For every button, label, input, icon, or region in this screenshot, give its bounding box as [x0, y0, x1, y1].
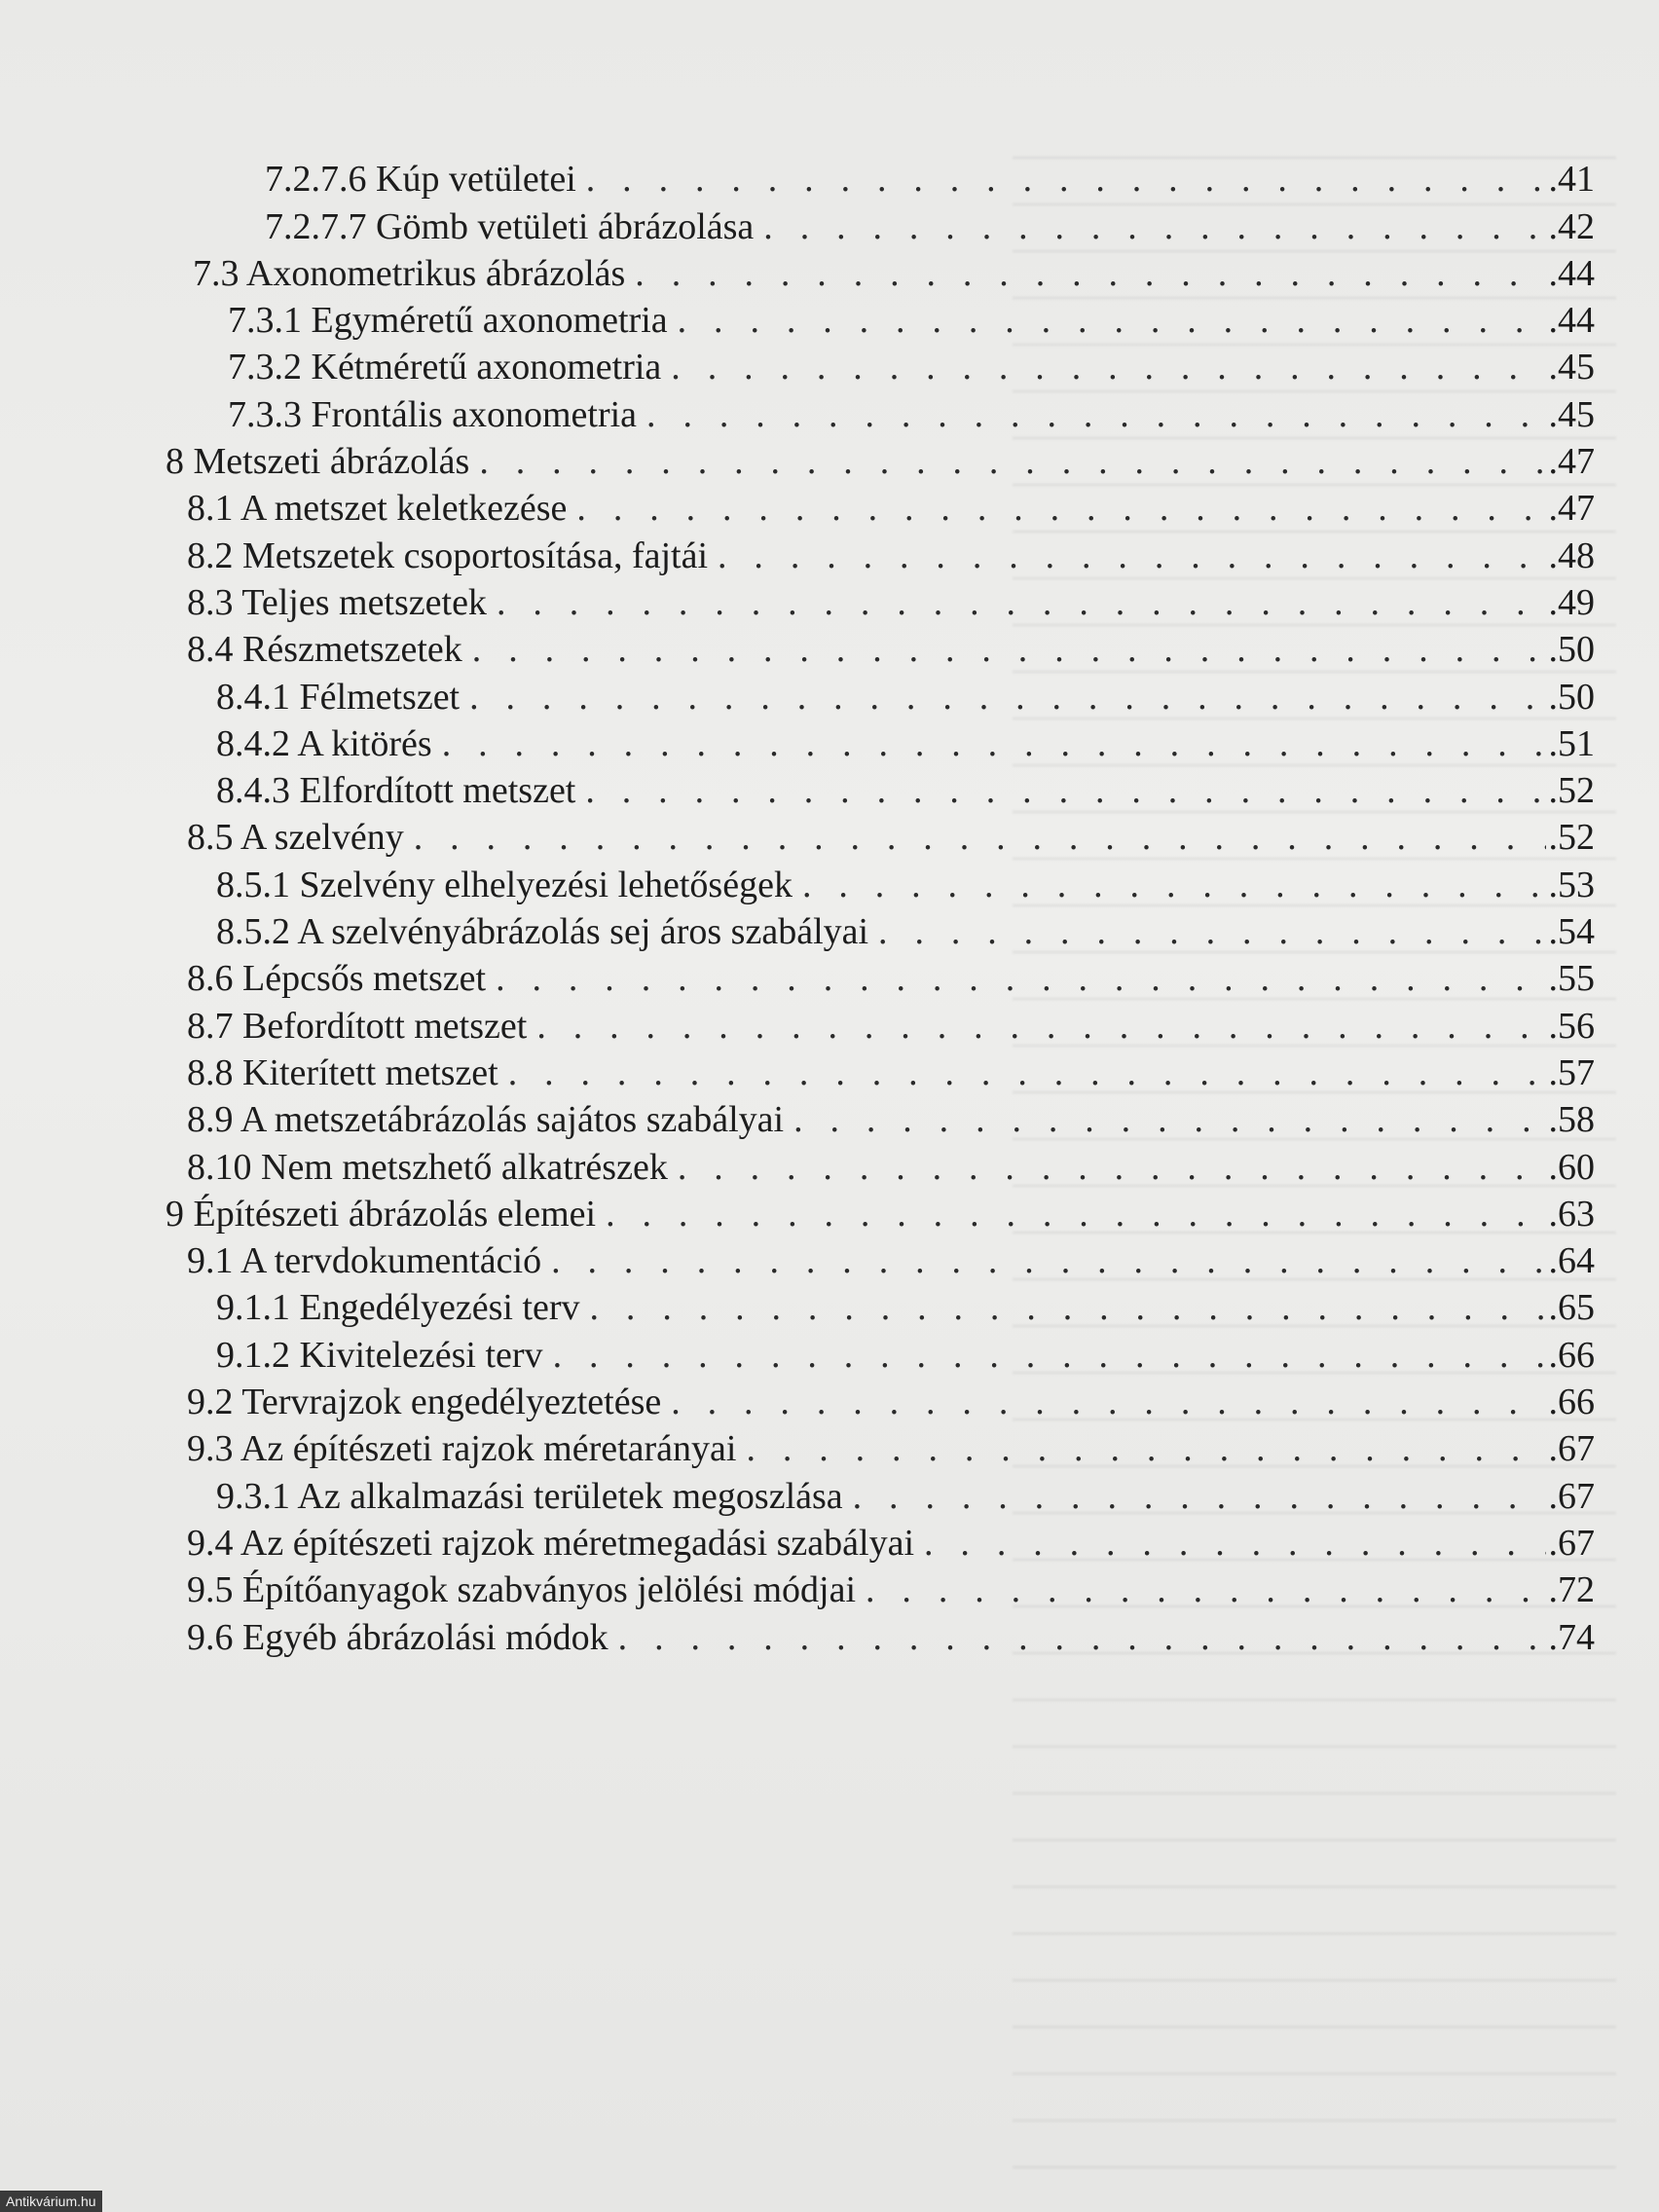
toc-entry-page-number: .51: [1548, 722, 1595, 764]
toc-entry: [216, 908, 1595, 955]
toc-row: [0, 532, 1659, 578]
toc-entry: [187, 1379, 1595, 1425]
toc-row: [0, 1472, 1659, 1519]
toc-entry-title: 8.4 Részmetszetek: [187, 629, 462, 671]
toc-entry-page-number: .50: [1548, 676, 1595, 718]
toc-row: [0, 1050, 1659, 1096]
toc-entry: [228, 390, 1595, 437]
toc-dot-leader: [671, 344, 1546, 390]
toc-entry: [193, 250, 1595, 297]
toc-entry-page-number: .45: [1548, 347, 1595, 388]
toc-dot-leader: [586, 156, 1546, 203]
toc-dot-leader: [585, 767, 1546, 814]
toc-entry-page-number: .53: [1548, 864, 1595, 905]
toc-row: [0, 767, 1659, 814]
toc-dot-leader: [442, 720, 1546, 767]
toc-entry-title: 8.10 Nem metszhető alkatrészek: [187, 1146, 668, 1188]
toc-entry-page-number: .67: [1548, 1475, 1595, 1517]
toc-entry-title: 7.3 Axonometrikus ábrázolás: [193, 252, 626, 294]
toc-entry-title: 8.7 Befordított metszet: [187, 1005, 528, 1047]
toc-entry-title: 8 Metszeti ábrázolás: [166, 441, 470, 483]
toc-dot-leader: [718, 533, 1546, 579]
toc-entry: [187, 1520, 1595, 1567]
toc-entry-page-number: .60: [1548, 1146, 1595, 1188]
toc-row: [0, 390, 1659, 437]
toc-row: [0, 720, 1659, 767]
toc-row: [0, 1425, 1659, 1472]
toc-dot-leader: [618, 1614, 1546, 1661]
toc-entry: [265, 156, 1595, 203]
toc-entry-title: 8.4.2 A kitörés: [216, 722, 432, 764]
toc-entry: [187, 955, 1595, 1002]
toc-entry: [187, 1237, 1595, 1284]
toc-entry-title: 7.2.7.7 Gömb vetületi ábrázolása: [265, 205, 755, 247]
toc-row: [0, 626, 1659, 673]
toc-entry: [187, 485, 1595, 532]
toc-entry-page-number: .47: [1548, 441, 1595, 483]
toc-row: [0, 250, 1659, 297]
toc-dot-leader: [878, 908, 1546, 955]
toc-entry: [228, 297, 1595, 344]
toc-row: [0, 297, 1659, 344]
toc-entry-title: 8.9 A metszetábrázolás sajátos szabályai: [187, 1099, 785, 1141]
toc-dot-leader: [678, 1144, 1546, 1191]
toc-row: [0, 203, 1659, 249]
toc-dot-leader: [746, 1425, 1546, 1472]
toc-entry-page-number: .41: [1548, 159, 1595, 201]
toc-entry-page-number: .57: [1548, 1051, 1595, 1093]
toc-row: [0, 344, 1659, 390]
toc-entry: [166, 438, 1595, 485]
toc-dot-leader: [551, 1237, 1546, 1284]
toc-entry-page-number: .52: [1548, 817, 1595, 859]
toc-entry: [216, 767, 1595, 814]
toc-entry-page-number: .72: [1548, 1569, 1595, 1611]
toc-row: [0, 1331, 1659, 1378]
toc-dot-leader: [590, 1284, 1546, 1331]
toc-entry: [187, 626, 1595, 673]
toc-dot-leader: [635, 250, 1546, 297]
toc-entry: [216, 720, 1595, 767]
toc-entry-title: 8.4.3 Elfordított metszet: [216, 770, 576, 812]
toc-entry: [216, 861, 1595, 907]
toc-entry: [187, 1096, 1595, 1143]
toc-entry-page-number: .44: [1548, 300, 1595, 342]
toc-entry: [216, 1472, 1595, 1519]
toc-entry: [187, 814, 1595, 861]
toc-entry-title: 8.4.1 Félmetszet: [216, 676, 461, 718]
toc-row: [0, 1002, 1659, 1049]
toc-entry-page-number: .66: [1548, 1334, 1595, 1376]
toc-dot-leader: [793, 1096, 1546, 1143]
toc-entry-title: 7.3.1 Egyméretű axonometria: [228, 300, 668, 342]
toc-dot-leader: [678, 297, 1546, 344]
toc-row: [0, 1237, 1659, 1284]
toc-dot-leader: [414, 814, 1546, 861]
toc-row: [0, 438, 1659, 485]
toc-row: [0, 861, 1659, 907]
toc-entry-title: 7.3.2 Kétméretű axonometria: [228, 347, 662, 388]
toc-row: [0, 1379, 1659, 1425]
toc-entry-title: 9.1.1 Engedélyezési terv: [216, 1287, 580, 1329]
toc-row: [0, 485, 1659, 532]
toc-entry: [187, 579, 1595, 626]
toc-entry-title: 9.5 Építőanyagok szabványos jelölési módjai: [187, 1569, 857, 1611]
toc-entry-title: 9.4 Az építészeti rajzok méretmegadási szabályai: [187, 1522, 915, 1564]
toc-entry-page-number: .52: [1548, 770, 1595, 812]
toc-entry-page-number: .42: [1548, 205, 1595, 247]
toc-dot-leader: [866, 1567, 1546, 1613]
toc-entry: [265, 203, 1595, 249]
toc-entry-page-number: .63: [1548, 1193, 1595, 1235]
watermark-label: Antikvárium.hu: [0, 2191, 102, 2212]
toc-entry: [216, 1284, 1595, 1331]
toc-entry-title: 9.2 Tervrajzok engedélyeztetése: [187, 1382, 662, 1423]
toc-row: [0, 1284, 1659, 1331]
toc-entry: [228, 344, 1595, 390]
toc-entry: [187, 1002, 1595, 1049]
toc-entry-page-number: .45: [1548, 393, 1595, 435]
toc-entry: [187, 1143, 1595, 1190]
toc-row: [0, 1096, 1659, 1143]
toc-row: [0, 579, 1659, 626]
toc-row: [0, 1143, 1659, 1190]
toc-entry-page-number: .67: [1548, 1522, 1595, 1564]
toc-entry-page-number: .65: [1548, 1287, 1595, 1329]
toc-dot-leader: [671, 1379, 1546, 1425]
toc-entry-page-number: .47: [1548, 488, 1595, 530]
toc-dot-leader: [479, 438, 1546, 485]
toc-dot-leader: [508, 1050, 1546, 1096]
toc-entry: [187, 1050, 1595, 1096]
toc-dot-leader: [472, 626, 1546, 673]
toc-entry-title: 8.5.2 A szelvényábrázolás sej áros szabályai: [216, 911, 869, 953]
toc-entry: [216, 1331, 1595, 1378]
toc-entry-title: 9 Építészeti ábrázolás elemei: [166, 1193, 597, 1235]
toc-dot-leader: [802, 862, 1546, 908]
toc-entry-title: 8.3 Teljes metszetek: [187, 581, 487, 623]
toc-dot-leader: [553, 1332, 1546, 1379]
toc-dot-leader: [763, 203, 1546, 250]
toc-entry-title: 7.3.3 Frontális axonometria: [228, 393, 638, 435]
toc-entry-page-number: .66: [1548, 1382, 1595, 1423]
toc-entry-title: 8.5 A szelvény: [187, 817, 404, 859]
toc-dot-leader: [576, 485, 1546, 532]
toc-entry-title: 9.1.2 Kivitelezési terv: [216, 1334, 543, 1376]
toc-dot-leader: [924, 1520, 1546, 1567]
toc-entry-title: 8.5.1 Szelvény elhelyezési lehetőségek: [216, 864, 793, 905]
toc-entry-page-number: .64: [1548, 1240, 1595, 1282]
toc-row: [0, 814, 1659, 861]
toc-entry: [187, 1425, 1595, 1472]
toc-entry: [187, 1567, 1595, 1613]
toc-entry-title: 9.3 Az építészeti rajzok méretarányai: [187, 1428, 737, 1470]
toc-row: [0, 156, 1659, 203]
toc-row: [0, 1520, 1659, 1567]
toc-entry: [166, 1191, 1595, 1237]
toc-entry-page-number: .56: [1548, 1005, 1595, 1047]
toc-row: [0, 955, 1659, 1002]
toc-entry-page-number: .48: [1548, 535, 1595, 576]
toc-dot-leader: [497, 579, 1546, 626]
toc-entry-page-number: .54: [1548, 911, 1595, 953]
toc-dot-leader: [853, 1473, 1546, 1520]
toc-entry-title: 9.6 Egyéb ábrázolási módok: [187, 1616, 608, 1658]
toc-row: [0, 1613, 1659, 1660]
toc-entry: [216, 673, 1595, 719]
toc-row: [0, 1191, 1659, 1237]
toc-entry-title: 8.8 Kiterített metszet: [187, 1051, 498, 1093]
toc-entry-page-number: .49: [1548, 581, 1595, 623]
toc-entry: [187, 532, 1595, 578]
toc-entry-page-number: .55: [1548, 958, 1595, 1000]
toc-dot-leader: [646, 391, 1546, 438]
table-of-contents: [0, 156, 1659, 1661]
toc-entry-title: 8.2 Metszetek csoportosítása, fajtái: [187, 535, 709, 576]
toc-dot-leader: [496, 955, 1546, 1002]
toc-dot-leader: [606, 1191, 1546, 1237]
toc-row: [0, 673, 1659, 719]
toc-entry-title: 8.6 Lépcsős metszet: [187, 958, 487, 1000]
toc-entry-page-number: .58: [1548, 1099, 1595, 1141]
toc-entry-title: 9.1 A tervdokumentáció: [187, 1240, 542, 1282]
toc-entry-title: 9.3.1 Az alkalmazási területek megoszlása: [216, 1475, 843, 1517]
toc-entry-page-number: .74: [1548, 1616, 1595, 1658]
toc-dot-leader: [469, 674, 1546, 720]
toc-entry-page-number: .67: [1548, 1428, 1595, 1470]
toc-row: [0, 908, 1659, 955]
toc-entry-title: 8.1 A metszet keletkezése: [187, 488, 568, 530]
toc-entry-page-number: .44: [1548, 252, 1595, 294]
toc-dot-leader: [536, 1003, 1546, 1050]
toc-entry-title: 7.2.7.6 Kúp vetületei: [265, 159, 576, 201]
toc-row: [0, 1567, 1659, 1613]
toc-entry-page-number: .50: [1548, 629, 1595, 671]
toc-entry: [187, 1613, 1595, 1660]
